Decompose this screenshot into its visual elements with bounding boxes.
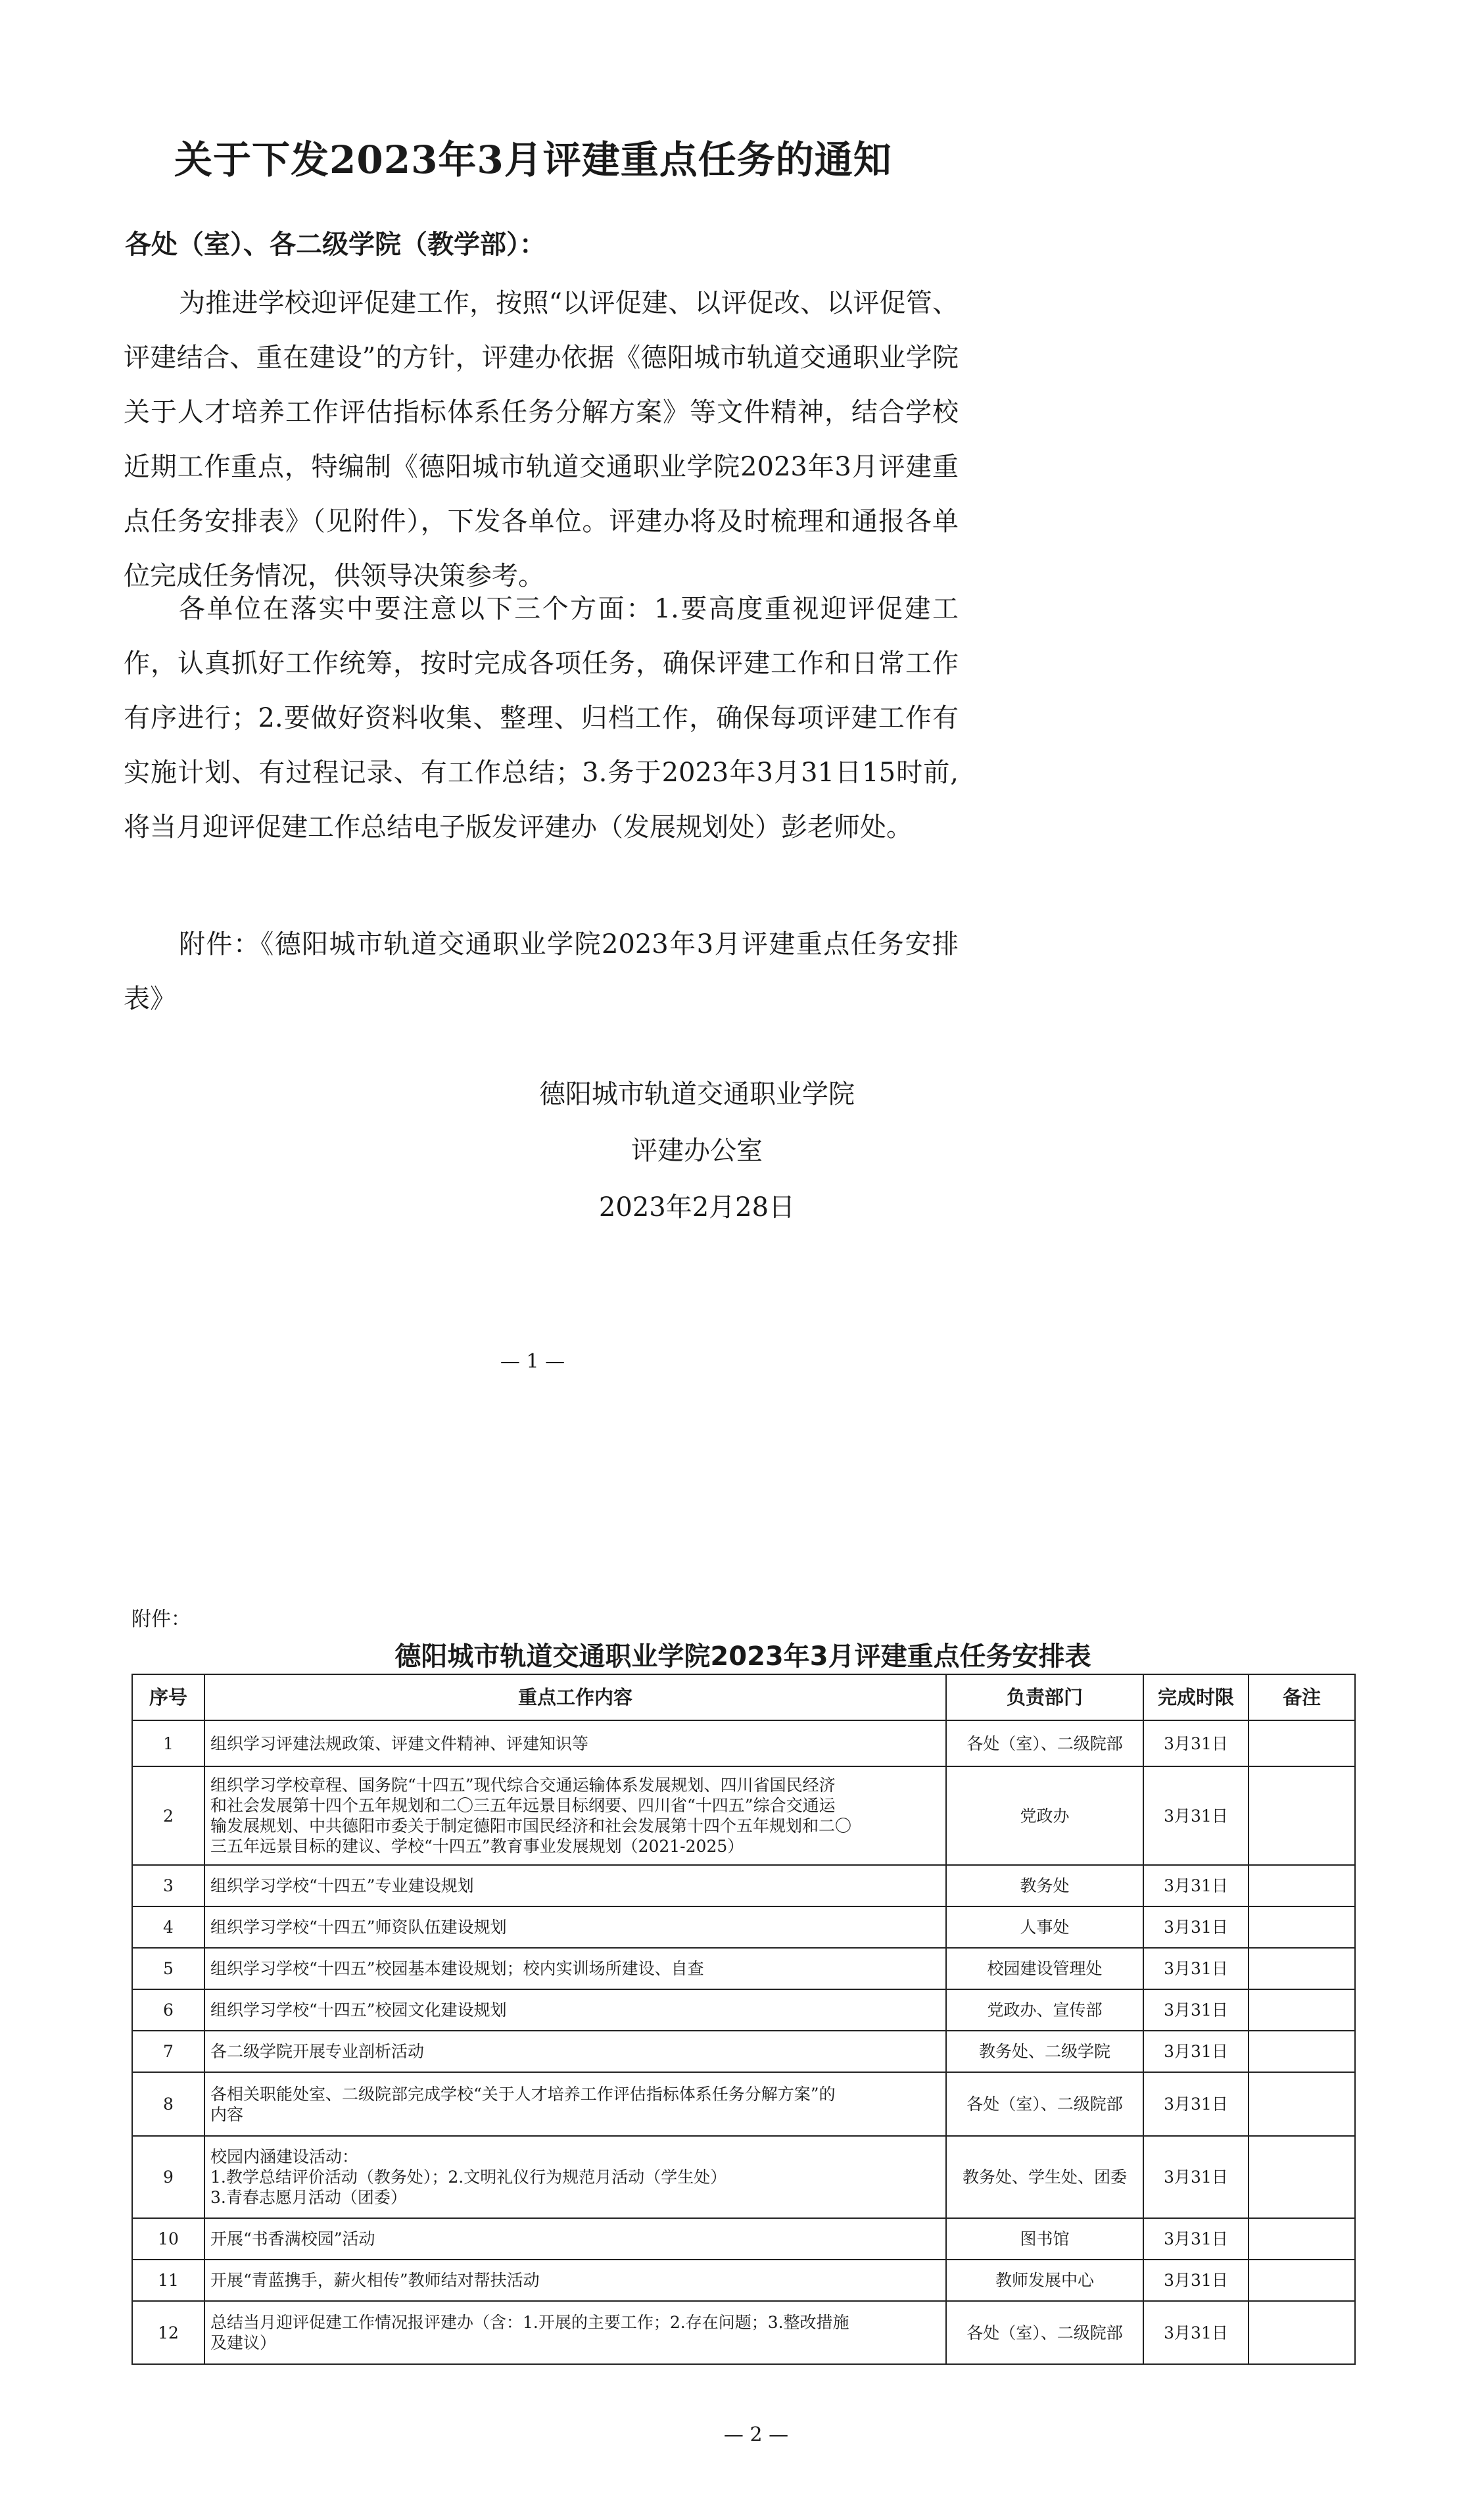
remarks: [1249, 1720, 1355, 1766]
remarks: [1249, 1766, 1355, 1865]
row-number: 7: [132, 2031, 204, 2072]
row-number: 11: [132, 2260, 204, 2301]
table-row: [132, 2301, 1355, 2364]
deadline: 3月31日: [1143, 1720, 1249, 1766]
responsible-department: 教务处、学生处、团委: [946, 2136, 1143, 2218]
deadline: 3月31日: [1143, 1948, 1249, 1989]
task-content: 各二级学院开展专业剖析活动: [204, 2031, 946, 2072]
table-row: [132, 2031, 1355, 2072]
table-header-row: [132, 1674, 1355, 1720]
attachment-reference: 附件：《德阳城市轨道交通职业学院2023年3月评建重点任务安排表》: [124, 929, 959, 1014]
responsible-department: 党政办、宣传部: [946, 1989, 1143, 2031]
responsible-department: 党政办: [946, 1766, 1143, 1865]
task-content: 组织学习学校“十四五”专业建设规划: [204, 1865, 946, 1906]
body-paragraph-1: 为推进学校迎评促建工作，按照“以评促建、以评促改、以评促管、评建结合、重在建设”的方针，评建办依据《德阳城市轨道交通职业学院关于人才培养工作评估指标体系任务分解方案》等文件精神，结合学校近期工作重点，特编制《德阳城市轨道交通职业学院2023年3月评建重点任务安排表》（见附件），下发各单位。评建办将及时梳理和通报各单位完成任务情况，供领导决策参考。: [124, 288, 959, 591]
table-row: [132, 2072, 1355, 2136]
deadline: 3月31日: [1143, 2072, 1249, 2136]
row-number: 12: [132, 2301, 204, 2364]
responsible-department: 教务处: [946, 1865, 1143, 1906]
deadline: 3月31日: [1143, 2218, 1249, 2260]
task-content: 校园内涵建设活动： 1.教学总结评价活动（教务处）；2.文明礼仪行为规范月活动（学生处） 3.青春志愿月活动（团委）: [204, 2136, 946, 2218]
column-header-deadline: 完成时限: [1143, 1674, 1249, 1720]
remarks: [1249, 1948, 1355, 1989]
remarks: [1249, 1865, 1355, 1906]
notice-title: 关于下发2023年3月评建重点任务的通知: [174, 137, 892, 182]
remarks: [1249, 2136, 1355, 2218]
row-number: 9: [132, 2136, 204, 2218]
responsible-department: 教师发展中心: [946, 2260, 1143, 2301]
task-content: 组织学习学校“十四五”校园文化建设规划: [204, 1989, 946, 2031]
body-paragraph-2: 各单位在落实中要注意以下三个方面：1.要高度重视迎评促建工作，认真抓好工作统筹，按时完成各项任务，确保评建工作和日常工作有序进行；2.要做好资料收集、整理、归档工作，确保每项评建工作有实施计划、有过程记录、有工作总结；3.务于2023年3月31日15时前,将当月迎评促建工作总结电子版发评建办（发展规划处）彭老师处。: [124, 594, 959, 842]
remarks: [1249, 2031, 1355, 2072]
page-number-1: — 1 —: [500, 1350, 565, 1373]
deadline: 3月31日: [1143, 2301, 1249, 2364]
signature-organization: 德阳城市轨道交通职业学院: [539, 1079, 855, 1109]
column-header-number: 序号: [132, 1674, 204, 1720]
responsible-department: 各处（室）、二级院部: [946, 2072, 1143, 2136]
remarks: [1249, 2260, 1355, 2301]
attachment-label: 附件：: [131, 1608, 191, 1631]
column-header-remarks: 备注: [1249, 1674, 1355, 1720]
task-content: 开展“书香满校园”活动: [204, 2218, 946, 2260]
remarks: [1249, 1989, 1355, 2031]
table-row: [132, 2218, 1355, 2260]
row-number: 10: [132, 2218, 204, 2260]
row-number: 8: [132, 2072, 204, 2136]
responsible-department: 教务处、二级学院: [946, 2031, 1143, 2072]
task-content: 组织学习学校“十四五”师资队伍建设规划: [204, 1906, 946, 1948]
page-number-2: — 2 —: [723, 2423, 789, 2446]
table-row: [132, 1766, 1355, 1865]
column-header-content: 重点工作内容: [204, 1674, 946, 1720]
remarks: [1249, 2301, 1355, 2364]
table-title: 德阳城市轨道交通职业学院2023年3月评建重点任务安排表: [394, 1641, 1091, 1672]
table-row: [132, 1906, 1355, 1948]
table-row: [132, 2136, 1355, 2218]
responsible-department: 各处（室）、二级院部: [946, 2301, 1143, 2364]
remarks: [1249, 2218, 1355, 2260]
table-row: [132, 1989, 1355, 2031]
table-row: [132, 1948, 1355, 1989]
signature-date: 2023年2月28日: [598, 1192, 796, 1223]
deadline: 3月31日: [1143, 1989, 1249, 2031]
deadline: 3月31日: [1143, 1766, 1249, 1865]
row-number: 5: [132, 1948, 204, 1989]
salutation: 各处（室）、各二级学院（教学部）：: [125, 230, 546, 260]
deadline: 3月31日: [1143, 1906, 1249, 1948]
deadline: 3月31日: [1143, 1865, 1249, 1906]
task-content: 总结当月迎评促建工作情况报评建办（含：1.开展的主要工作；2.存在问题；3.整改措施 及建议）: [204, 2301, 946, 2364]
responsible-department: 各处（室）、二级院部: [946, 1720, 1143, 1766]
task-content: 各相关职能处室、二级院部完成学校“关于人才培养工作评估指标体系任务分解方案”的 内容: [204, 2072, 946, 2136]
row-number: 4: [132, 1906, 204, 1948]
row-number: 1: [132, 1720, 204, 1766]
remarks: [1249, 2072, 1355, 2136]
table-row: [132, 1720, 1355, 1766]
task-content: 组织学习评建法规政策、评建文件精神、评建知识等: [204, 1720, 946, 1766]
task-content: 开展“青蓝携手，薪火相传”教师结对帮扶活动: [204, 2260, 946, 2301]
deadline: 3月31日: [1143, 2031, 1249, 2072]
remarks: [1249, 1906, 1355, 1948]
task-content: 组织学习学校章程、国务院“十四五”现代综合交通运输体系发展规划、四川省国民经济 和社会发展第十四个五年规划和二〇三五年远景目标纲要、四川省“十四五”综合交通运 输发展规划、中共德阳市委关于制定德阳市国民经济和社会发展第十四个五年规划和二〇 三五年远景目标的建议、学校“十四五”教育事业发展规划（2021-2025）: [204, 1766, 946, 1865]
row-number: 6: [132, 1989, 204, 2031]
table-row: [132, 2260, 1355, 2301]
row-number: 3: [132, 1865, 204, 1906]
signature-office: 评建办公室: [631, 1136, 763, 1166]
task-content: 组织学习学校“十四五”校园基本建设规划；校内实训场所建设、自查: [204, 1948, 946, 1989]
column-header-department: 负责部门: [946, 1674, 1143, 1720]
deadline: 3月31日: [1143, 2260, 1249, 2301]
task-schedule-table: [131, 1674, 1356, 2365]
table-row: [132, 1865, 1355, 1906]
responsible-department: 图书馆: [946, 2218, 1143, 2260]
row-number: 2: [132, 1766, 204, 1865]
deadline: 3月31日: [1143, 2136, 1249, 2218]
responsible-department: 人事处: [946, 1906, 1143, 1948]
responsible-department: 校园建设管理处: [946, 1948, 1143, 1989]
